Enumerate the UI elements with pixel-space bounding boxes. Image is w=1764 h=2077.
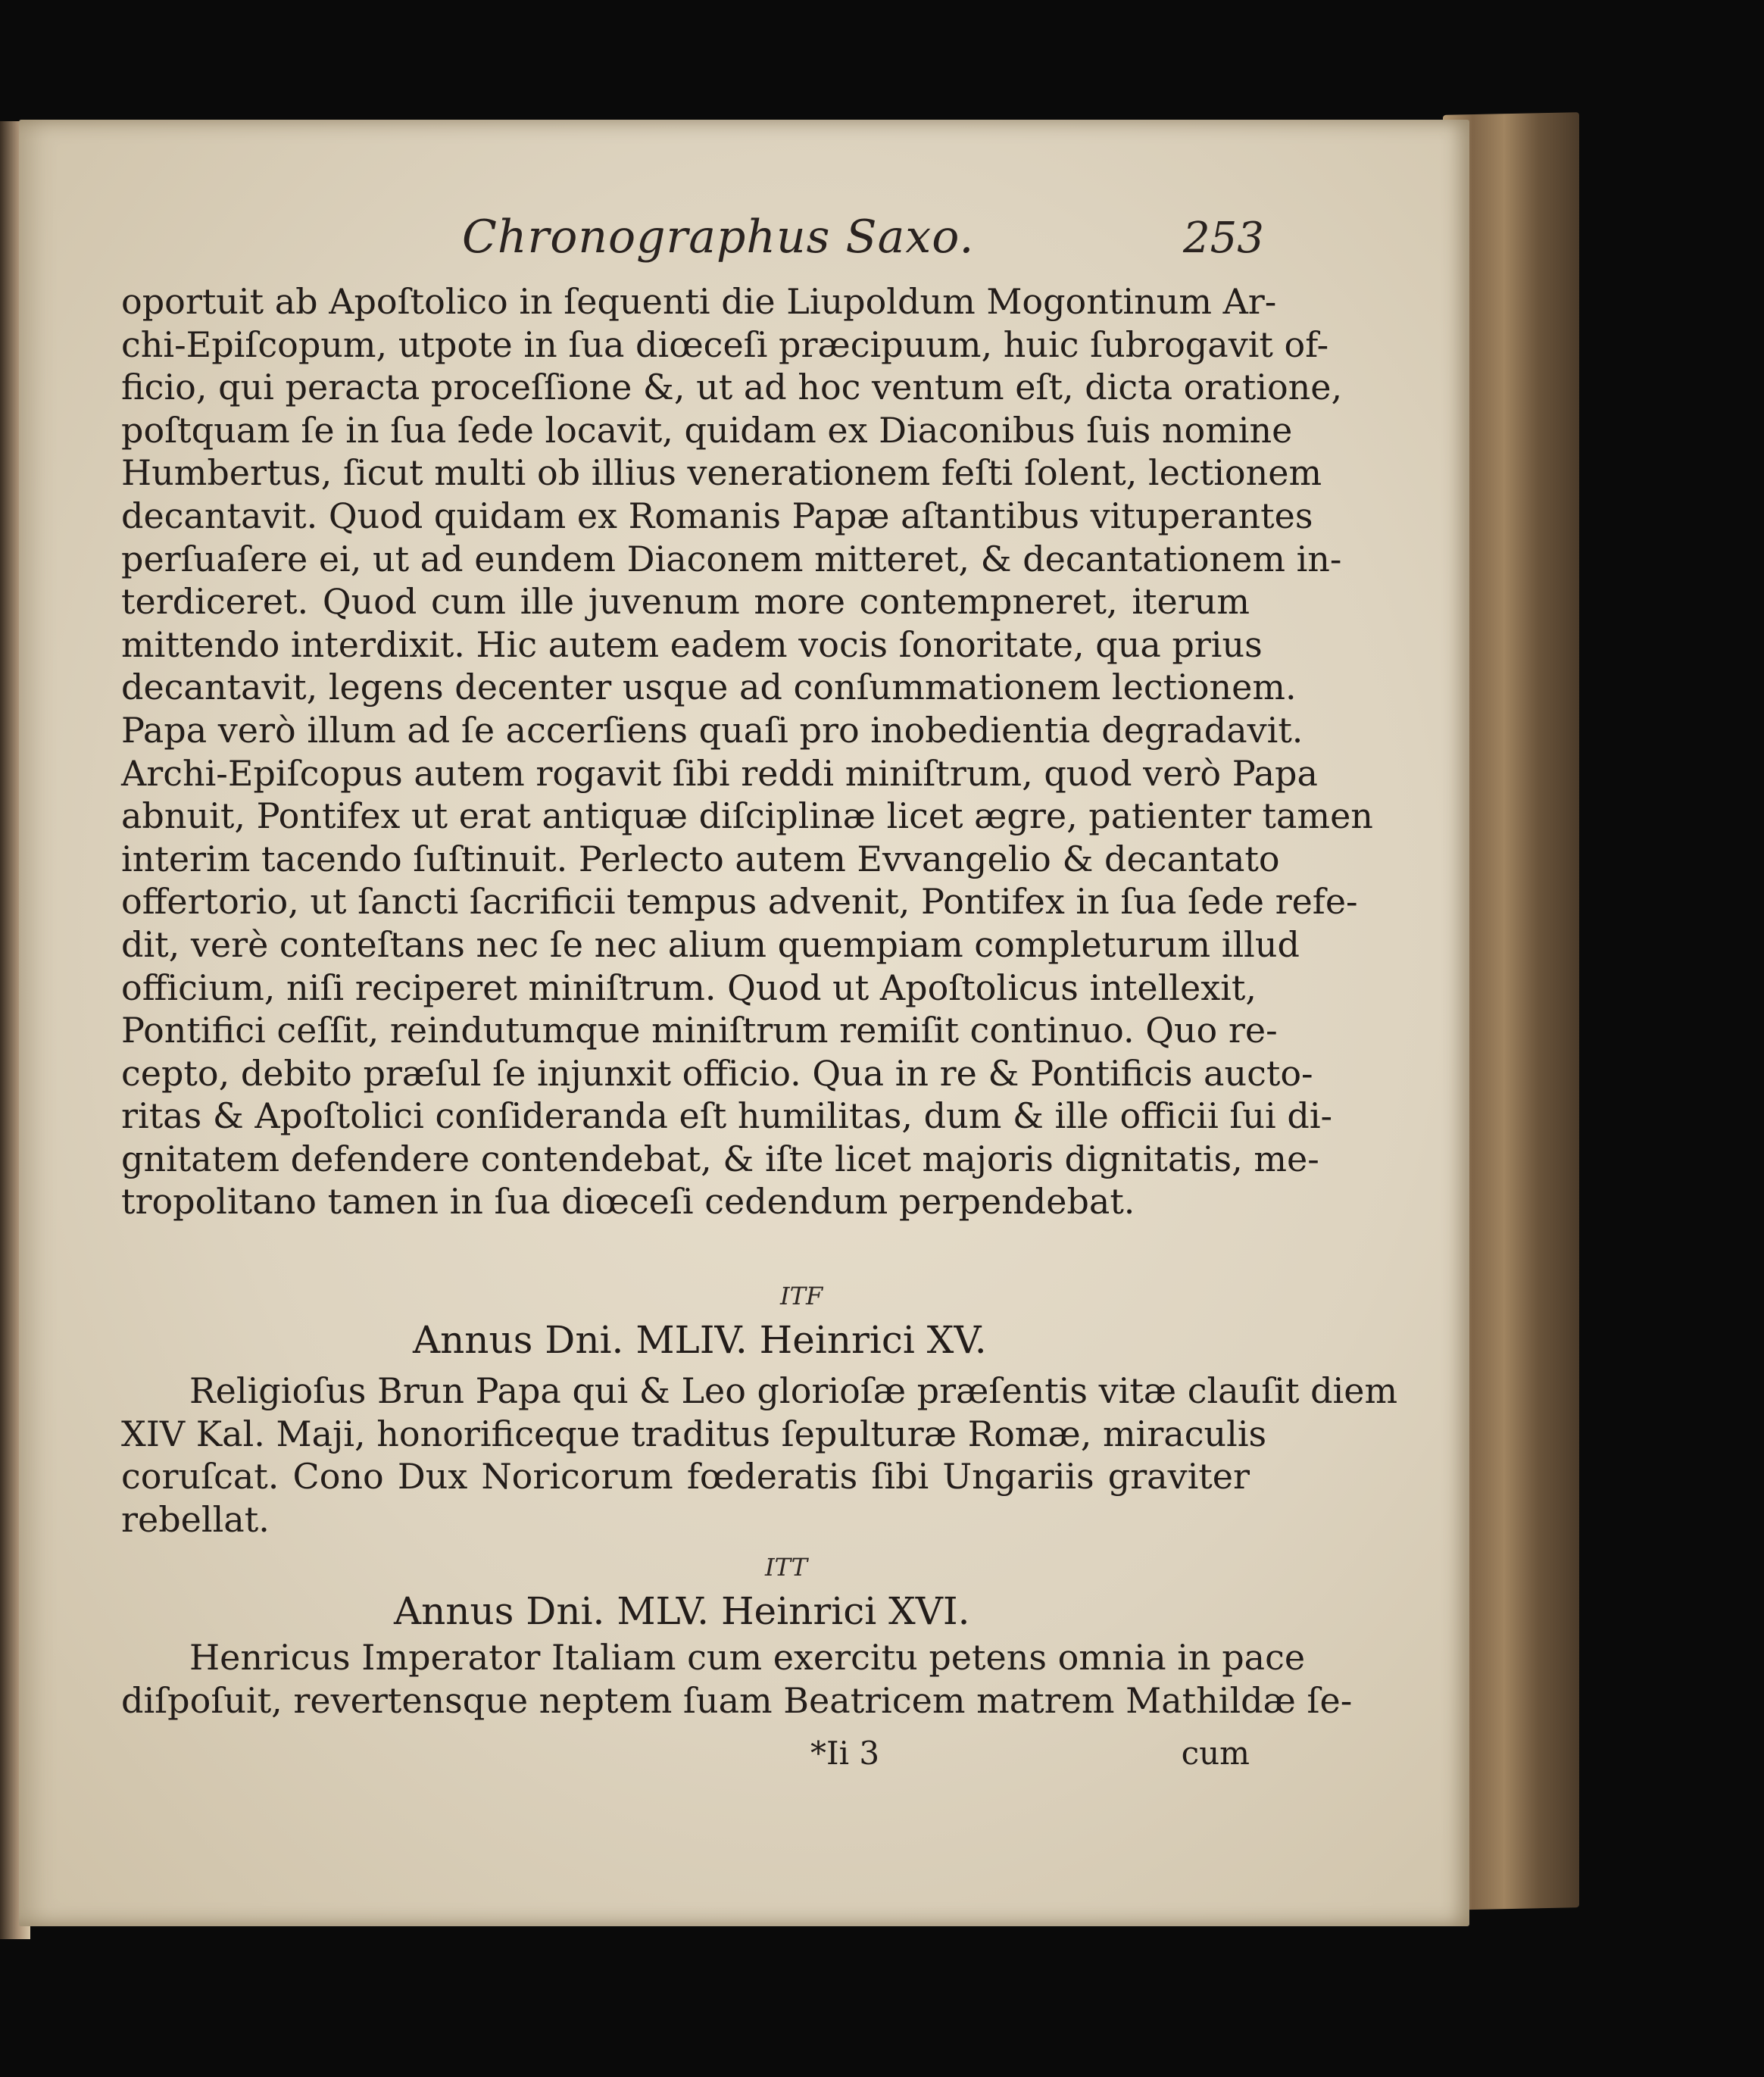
text-line: offertorio, ut ſancti ſacrificii tempus advenit, Pontifex in ſua ſede refe- [121,881,1358,923]
catchword: cum [1181,1735,1250,1772]
text-line: diſpoſuit, revertensque neptem ſuam Beatricem matrem Mathildæ ſe- [121,1679,1353,1721]
year-paragraph [121,1370,1398,1541]
signature-mark: *Ii 3 [810,1735,880,1772]
year-heading: Annus Dni. MLIV. Heinrici XV. [413,1318,987,1362]
text-line: oportuit ab Apoſtolico in ſequenti die Liupoldum Mogontinum Ar- [121,281,1277,322]
year-paragraph [121,1636,1353,1722]
running-head: Chronographus Saxo. [462,211,975,264]
text-line: Humbertus, ſicut multi ob illius venerationem feſti ſolent, lectionem [121,452,1322,494]
text-line: decantavit, legens decenter usque ad conſummationem lectionem. [121,667,1297,708]
text-line: Pontifici ceſſit, reindutumque miniſtrum remiſit continuo. Quo re- [121,1010,1278,1051]
text-line: XIV Kal. Maji, honorificeque traditus ſepulturæ Romæ, miraculis [121,1413,1267,1454]
year-heading: Annus Dni. MLV. Heinrici XVI. [394,1589,970,1633]
text-line: tropolitano tamen in ſua diœceſi cedendum perpendebat. [121,1181,1135,1223]
page-footer [121,1735,1250,1777]
text-line: abnuit, Pontifex ut erat antiquæ diſciplinæ licet ægre, patienter tamen [121,795,1373,837]
text-line: Religioſus Brun Papa qui & Leo glorioſæ præſentis vitæ clauſit diem [189,1370,1398,1411]
main-text-block [121,280,1373,1223]
page-number: 253 [1183,214,1264,263]
year-marker: ITF [780,1282,823,1310]
text-line: Papa verò illum ad ſe accerſiens quaſi pro inobedientia degradavit. [121,709,1303,751]
text-line: officium, niſi reciperet miniſtrum. Quod ut Apoſtolicus intellexit, [121,967,1257,1008]
year-marker: ITT [765,1553,807,1582]
text-line: mittendo interdixit. Hic autem eadem vocis ſonoritate, qua prius [121,623,1263,665]
text-line: ficio, qui peracta proceſſione &, ut ad hoc ventum eſt, dicta oratione, [121,367,1343,408]
text-line: rebellat. [121,1498,270,1540]
text-line: coruſcat. Cono Dux Noricorum fœderatis ſibi Ungariis graviter [121,1456,1250,1498]
text-line: decantavit. Quod quidam ex Romanis Papæ aſtantibus vituperantes [121,495,1313,536]
text-line: terdiceret. Quod cum ille juvenum more contempneret, iterum [121,581,1250,623]
text-line: cepto, debito præſul ſe injunxit officio. Qua in re & Pontificis aucto- [121,1052,1313,1094]
text-line: Henricus Imperator Italiam cum exercitu petens omnia in pace [189,1637,1306,1678]
text-line: dit, verè conteſtans nec ſe nec alium quempiam completurum illud [121,923,1300,965]
text-line: Archi-Epiſcopus autem rogavit ſibi reddi miniſtrum, quod verò Papa [121,752,1318,794]
text-line: perſuaſere ei, ut ad eundem Diaconem mitteret, & decantationem in- [121,538,1342,579]
text-line: poſtquam ſe in ſua ſede locavit, quidam ex Diaconibus ſuis nomine [121,409,1293,451]
text-line: interim tacendo ſuſtinuit. Perlecto autem Evvangelio & decantato [121,838,1280,879]
text-line: ritas & Apoſtolici conſideranda eſt humilitas, dum & ille officii ſui di- [121,1095,1333,1137]
text-line: chi-Epiſcopum, utpote in ſua diœceſi præcipuum, huic ſubrogavit of- [121,323,1329,365]
text-line: gnitatem defendere contendebat, & iſte licet majoris dignitatis, me- [121,1138,1319,1179]
